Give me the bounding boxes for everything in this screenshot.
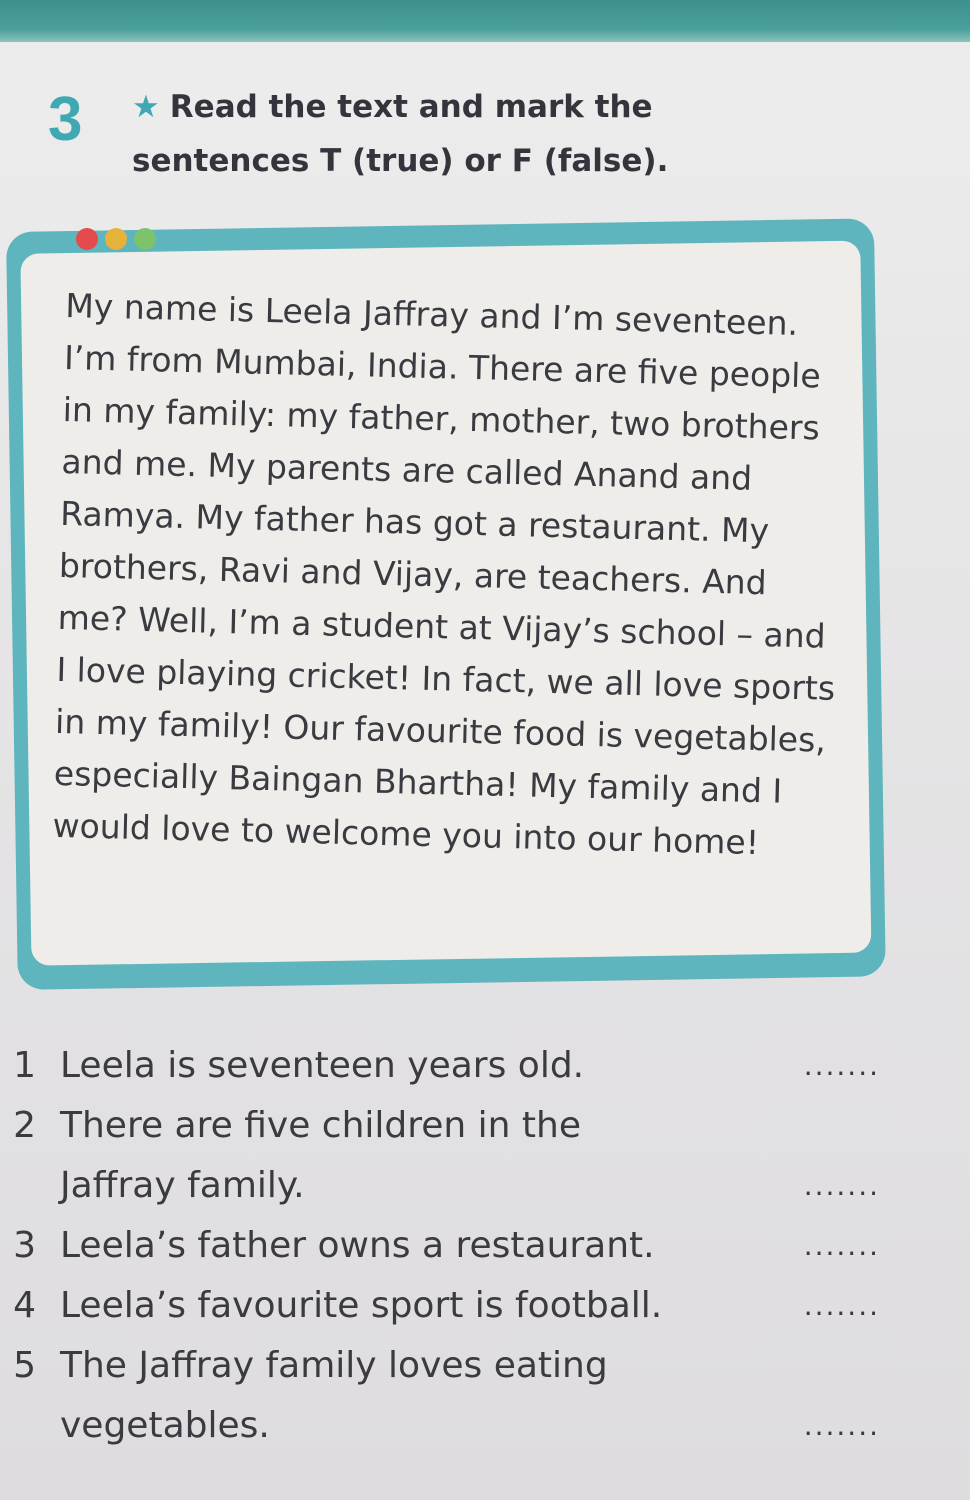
green-dot-icon (134, 228, 156, 250)
reading-passage (52, 280, 846, 871)
passage-text: My name is Leela Jaffray and I’m seventeen. I’m from Mumbai, India. There are five people in my family: my father, mother, two brothers and me. My parents are called Anand and Ramya. My father has got a restaurant. My brothers, Ravi and Vijay, are teachers. And me? Well, I’m a student at Vijay’s school – and I love playing cricket! In fact, we all love sports in my family! Our favourite food is vegetables, especially Baingan Bhartha! My family and I would love to welcome you into our home! (52, 285, 836, 863)
answer-blank[interactable]: ....... (803, 1049, 880, 1082)
question-text: There are five children in the Jaffray family. (60, 1105, 582, 1206)
star-icon: ★ (132, 89, 160, 125)
question-number: 1 (13, 1045, 36, 1086)
yellow-dot-icon (105, 228, 127, 250)
answer-blank[interactable]: ....... (803, 1289, 880, 1322)
question-item (0, 1276, 880, 1336)
question-text: Leela’s father owns a restaurant. (60, 1225, 655, 1266)
instruction-line-1: Read the text and mark the (169, 89, 653, 125)
question-number: 5 (13, 1345, 36, 1386)
answer-blank[interactable]: ....... (803, 1409, 880, 1442)
red-dot-icon (76, 228, 98, 250)
exercise-instruction (132, 80, 732, 188)
exercise-number: 3 (48, 85, 83, 154)
question-text: Leela’s favourite sport is football. (60, 1285, 663, 1326)
question-text: The Jaffray family loves eating vegetables. (60, 1345, 608, 1446)
answer-blank[interactable]: ....... (803, 1229, 880, 1262)
window-dots (76, 228, 156, 250)
question-number: 4 (13, 1285, 36, 1326)
question-item (0, 1216, 880, 1276)
answer-blank[interactable]: ....... (803, 1169, 880, 1202)
page-header-band (0, 0, 970, 42)
question-item (0, 1336, 880, 1456)
question-item (0, 1036, 880, 1096)
question-item (0, 1096, 880, 1216)
true-false-questions (0, 1036, 970, 1456)
question-number: 2 (13, 1105, 36, 1146)
question-number: 3 (13, 1225, 36, 1266)
instruction-line-2: sentences T (true) or F (false). (132, 143, 669, 179)
question-text: Leela is seventeen years old. (60, 1045, 585, 1086)
